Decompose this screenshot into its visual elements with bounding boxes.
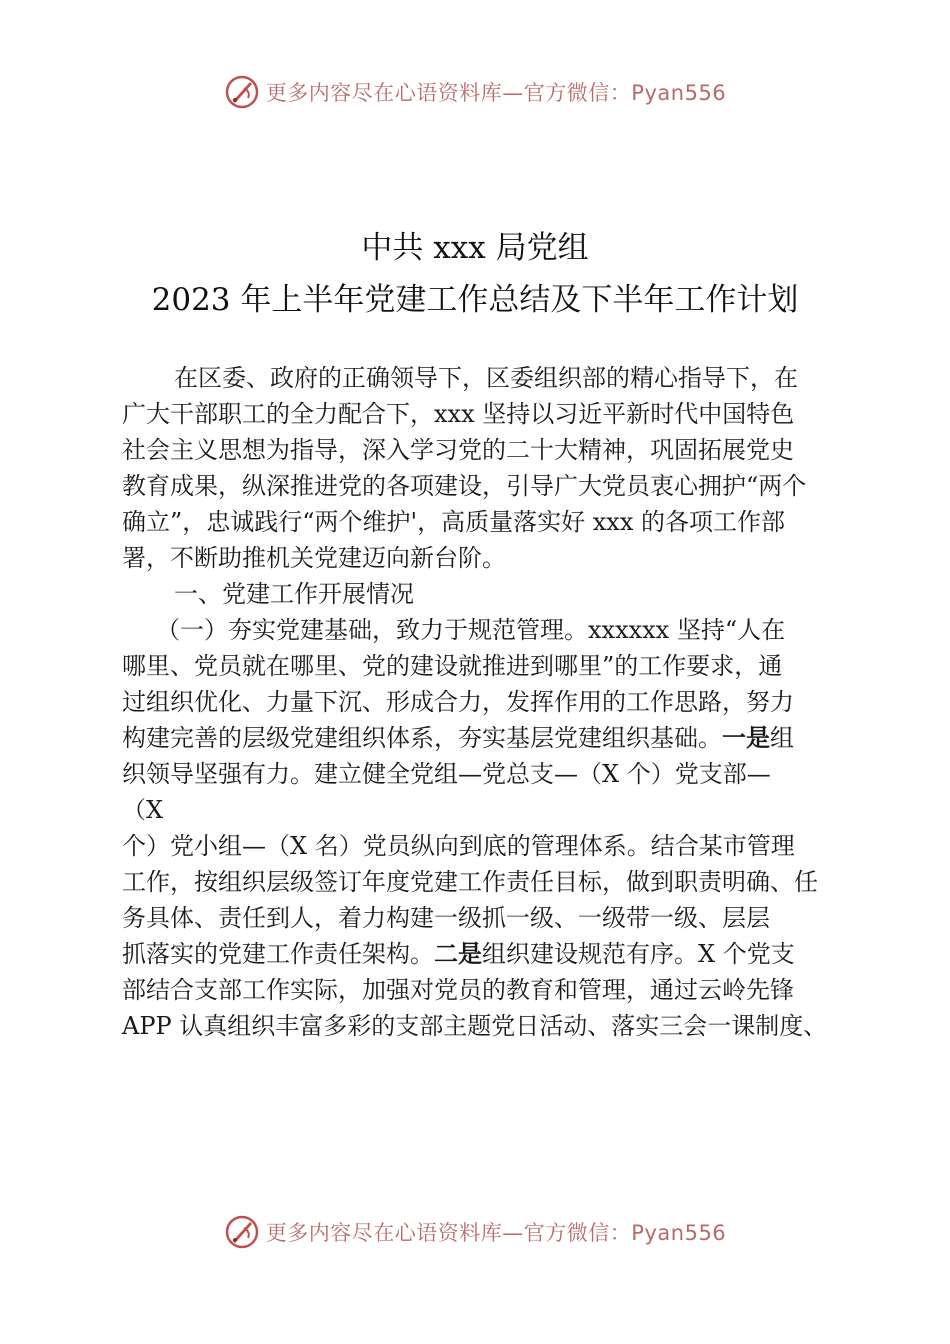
feather-pen-seal-icon bbox=[224, 74, 260, 110]
paragraph-line: 个）党小组—（X 名）党员纵向到底的管理体系。结合某市管理 bbox=[122, 832, 795, 860]
paragraph-line: 哪里、党员就在哪里、党的建设就推进到哪里”的工作要求，通 bbox=[122, 652, 783, 680]
paragraph-line: 部结合支部工作实际，加强对党员的教育和管理，通过云岭先锋 bbox=[122, 976, 794, 1004]
paragraph-line: 务具体、责任到人，着力构建一级抓一级、一级带一级、层层 bbox=[122, 904, 770, 932]
watermark-text: 更多内容尽在心语资料库—官方微信：Pyan556 bbox=[265, 1221, 727, 1245]
paragraph-line: 织领导坚强有力。建立健全党组—党总支—（X 个）党支部— bbox=[122, 760, 771, 788]
paragraph-line: 教育成果，纵深推进党的各项建设，引导广大党员衷心拥护“两个 bbox=[122, 472, 807, 500]
watermark-text: 更多内容尽在心语资料库—官方微信：Pyan556 bbox=[265, 81, 727, 105]
line-text: 抓落实的党建工作责任架构。 bbox=[122, 940, 434, 968]
paragraph-line bbox=[122, 936, 842, 972]
header-watermark bbox=[0, 72, 950, 112]
paragraph-line: 署，不断助推机关党建迈向新台阶。 bbox=[122, 544, 506, 572]
paragraph-line: 广大干部职工的全力配合下，xxx 坚持以习近平新时代中国特色 bbox=[122, 400, 795, 428]
emphasis-second: 二是 bbox=[434, 940, 482, 968]
line-text: 构建完善的层级党建组织体系，夯实基层党建组织基础。 bbox=[122, 724, 722, 752]
line-text: 组 bbox=[770, 724, 794, 752]
paragraph-line: 确立”，忠诚践行“两个维护'，高质量落实好 xxx 的各项工作部 bbox=[122, 508, 785, 536]
section-heading: 一、党建工作开展情况 bbox=[174, 580, 414, 608]
paragraph-line: 在区委、政府的正确领导下，区委组织部的精心指导下，在 bbox=[174, 364, 798, 392]
feather-pen-seal-icon bbox=[224, 1214, 260, 1250]
paragraph-line bbox=[122, 720, 842, 756]
document-body bbox=[122, 360, 842, 1044]
footer-watermark bbox=[0, 1212, 950, 1252]
document-title bbox=[0, 222, 950, 326]
paragraph-line: 工作，按组织层级签订年度党建工作责任目标，做到职责明确、任 bbox=[122, 868, 818, 896]
title-line-1: 中共 xxx 局党组 bbox=[361, 230, 589, 266]
paragraph-line: （X bbox=[122, 796, 164, 824]
paragraph-line: APP 认真组织丰富多彩的支部主题党日活动、落实三会一课制度、 bbox=[122, 1012, 828, 1040]
paragraph-line: 过组织优化、力量下沉、形成合力，发挥作用的工作思路，努力 bbox=[122, 688, 794, 716]
paragraph-line: 社会主义思想为指导，深入学习党的二十大精神，巩固拓展党史 bbox=[122, 436, 794, 464]
line-text: 组织建设规范有序。X 个党支 bbox=[482, 940, 795, 968]
title-line-2: 2023 年上半年党建工作总结及下半年工作计划 bbox=[151, 282, 799, 318]
emphasis-first: 一是 bbox=[722, 724, 770, 752]
paragraph-line: （一）夯实党建基础，致力于规范管理。xxxxxx 坚持“人在 bbox=[156, 616, 786, 644]
